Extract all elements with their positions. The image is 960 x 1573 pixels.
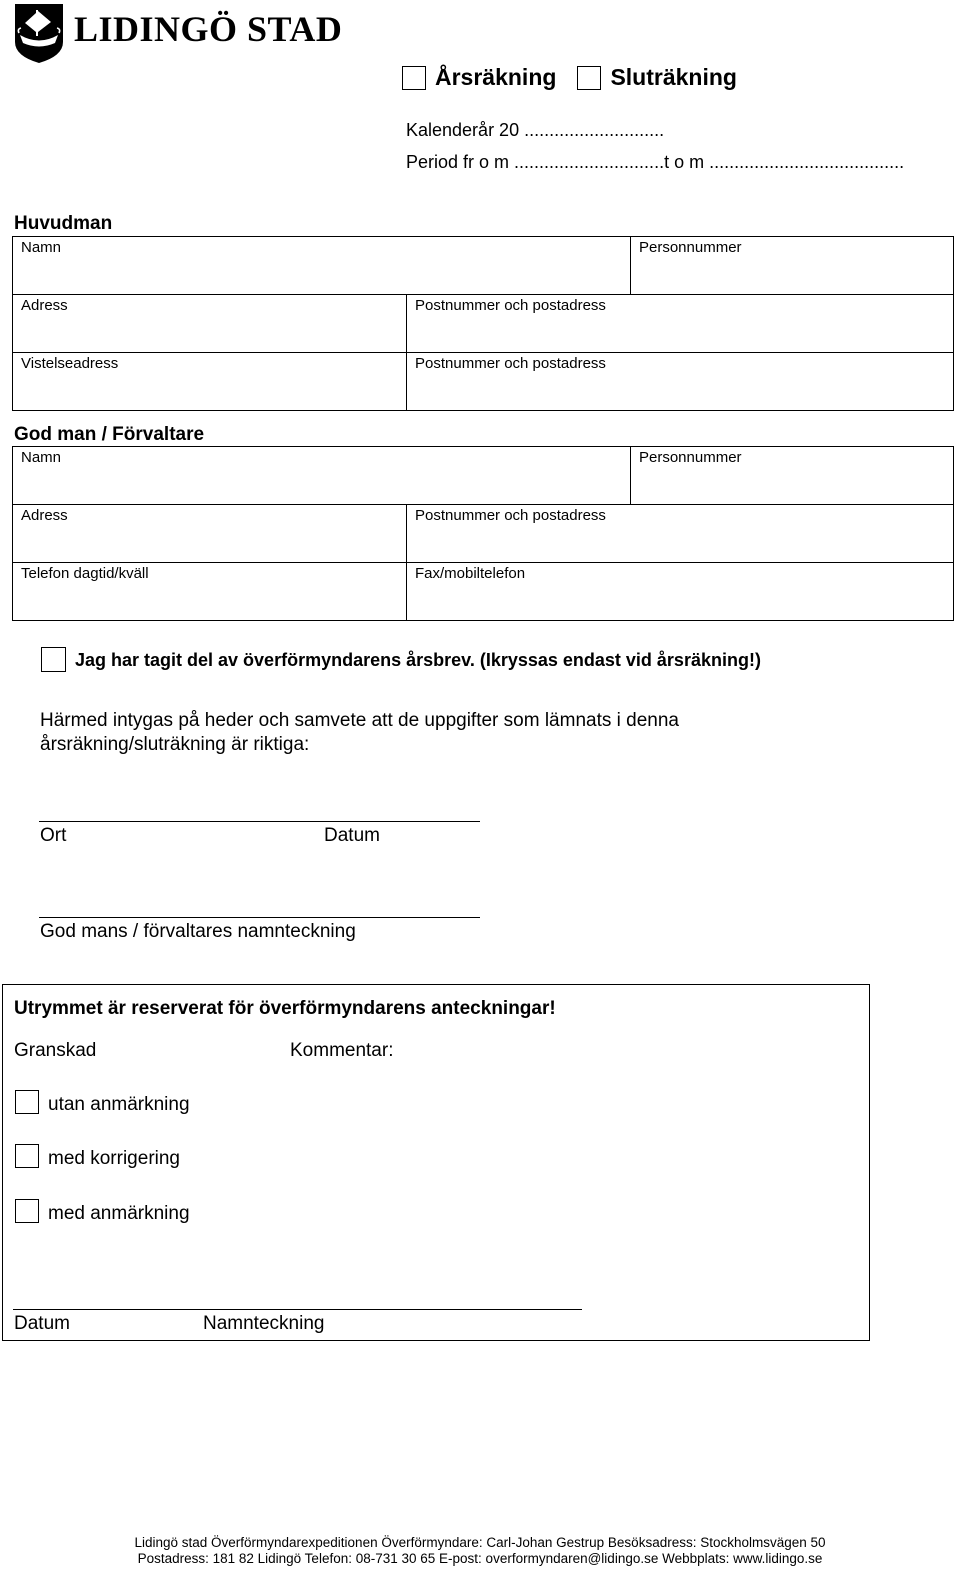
declaration-line-1: Härmed intygas på heder och samvete att de uppgifter som lämnats i denna xyxy=(40,710,679,731)
godman-fax-cell[interactable] xyxy=(407,563,953,620)
arsbrev-notice: Jag har tagit del av överförmyndarens årsbrev. (Ikryssas endast vid årsräkning!) xyxy=(75,650,761,670)
med-anmarkning-label: med anmärkning xyxy=(48,1203,190,1224)
arsrakning-label: Årsräkning xyxy=(435,64,557,90)
huvudman-namn-cell[interactable] xyxy=(13,237,631,295)
namnteckning-line[interactable] xyxy=(39,917,480,918)
godman-fax-label: Fax/mobiltelefon xyxy=(415,565,526,582)
huvudman-title: Huvudman xyxy=(14,213,113,234)
huvudman-adress-cell[interactable] xyxy=(13,295,407,353)
godman-postnummer-label: Postnummer och postadress xyxy=(415,507,606,524)
reserved-datum-label: Datum xyxy=(14,1313,70,1334)
report-type-options xyxy=(402,64,737,91)
reserved-namnteckning-label: Namnteckning xyxy=(203,1313,325,1334)
huvudman-table xyxy=(12,236,954,411)
godman-namn-label: Namn xyxy=(21,449,62,466)
huvudman-vistelse-postnummer-cell[interactable] xyxy=(407,353,953,410)
huvudman-adress-label: Adress xyxy=(21,297,68,314)
slutrakning-checkbox[interactable] xyxy=(577,66,601,90)
godman-title: God man / Förvaltare xyxy=(14,424,205,445)
declaration-line-2: årsräkning/sluträkning är riktiga: xyxy=(40,734,310,755)
kommentar-label: Kommentar: xyxy=(290,1040,394,1061)
datum-label: Datum xyxy=(324,825,380,846)
huvudman-vistelse-postnummer-label: Postnummer och postadress xyxy=(415,355,606,372)
utan-anmarkning-checkbox[interactable] xyxy=(15,1090,39,1114)
period-to-field[interactable]: t o m ....................................... xyxy=(664,152,905,172)
utan-anmarkning-label: utan anmärkning xyxy=(48,1094,190,1115)
huvudman-vistelseadress-cell[interactable] xyxy=(13,353,407,410)
godman-namnteckning-label: God mans / förvaltares namnteckning xyxy=(40,921,356,942)
godman-adress-cell[interactable] xyxy=(13,505,407,563)
godman-postnummer-cell[interactable] xyxy=(407,505,953,563)
granskad-label: Granskad xyxy=(14,1040,97,1061)
med-korrigering-checkbox[interactable] xyxy=(15,1144,39,1168)
huvudman-postnummer-label: Postnummer och postadress xyxy=(415,297,606,314)
med-anmarkning-checkbox[interactable] xyxy=(15,1199,39,1223)
godman-personnummer-cell[interactable] xyxy=(631,447,953,505)
period-field[interactable] xyxy=(406,152,904,173)
calendar-year-field[interactable]: Kalenderår 20 ............................ xyxy=(406,120,665,140)
godman-telefon-label: Telefon dagtid/kväll xyxy=(21,565,149,582)
arsbrev-checkbox[interactable] xyxy=(41,647,66,672)
ort-datum-line[interactable] xyxy=(39,821,480,822)
godman-telefon-cell[interactable] xyxy=(13,563,407,620)
huvudman-vistelseadress-label: Vistelseadress xyxy=(21,355,119,372)
med-korrigering-label: med korrigering xyxy=(48,1148,180,1169)
reserved-signature-line[interactable] xyxy=(13,1309,582,1310)
footer-line-2: Postadress: 181 82 Lidingö Telefon: 08-731 30 65 E-post: overformyndaren@lidingo.se Webbplats: www.lidingo.se xyxy=(137,1551,823,1566)
godman-namn-cell[interactable] xyxy=(13,447,631,505)
godman-table xyxy=(12,446,954,621)
footer-line-1: Lidingö stad Överförmyndarexpeditionen Överförmyndare: Carl-Johan Gestrup Besöksadress: Stockholmsvägen 50 xyxy=(134,1535,826,1550)
arsrakning-checkbox[interactable] xyxy=(402,66,426,90)
huvudman-personnummer-label: Personnummer xyxy=(639,239,742,256)
godman-personnummer-label: Personnummer xyxy=(639,449,742,466)
huvudman-personnummer-cell[interactable] xyxy=(631,237,953,295)
ort-label: Ort xyxy=(40,825,67,846)
period-from-field[interactable]: Period fr o m .............................. xyxy=(406,152,665,172)
huvudman-namn-label: Namn xyxy=(21,239,62,256)
declaration-text xyxy=(40,709,679,757)
logo-wordmark: LIDINGÖ STAD xyxy=(74,9,343,49)
huvudman-postnummer-cell[interactable] xyxy=(407,295,953,353)
reserved-title: Utrymmet är reserverat för överförmyndarens anteckningar! xyxy=(14,998,556,1019)
municipal-logo-icon xyxy=(13,2,65,64)
godman-adress-label: Adress xyxy=(21,507,68,524)
slutrakning-label: Sluträkning xyxy=(610,64,737,90)
